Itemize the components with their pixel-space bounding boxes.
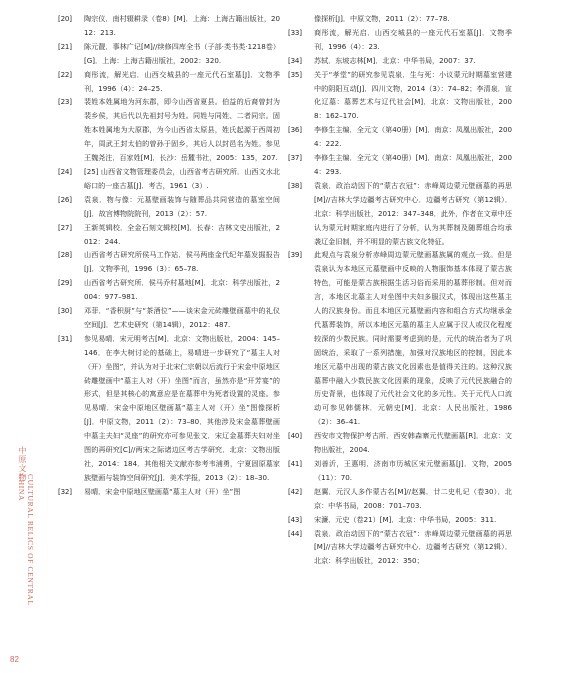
reference-entry [288,485,512,513]
reference-entry [288,26,512,54]
reference-text: 王新英辑校．全金石刻文辑校[M]．长春：吉林文史出版社，2012：244. [84,222,280,246]
reference-text: [25] 山西省文物管理委员会，山西省考古研究所．山西文水北峪口的一座古墓[J]．考古，1961（3）. [84,166,280,190]
reference-number: [39] [288,250,302,260]
reference-text: 袁泉．政治动因下的“蒙古衣冠”：赤峰周边蒙元壁画墓的再思[M]//吉林大学边疆考古研究中心．边疆考古研究（第12辑）．北京：科学出版社，2012：347–348．此外，作者在文章中还认为蒙元时期家庭内进行了分析，认为其葬制及随葬组合均承袭辽金旧制，并不明显的蒙古族文化特征。 [314,180,512,246]
reference-entry [288,123,512,151]
reference-text: 商彤流，解光启．山西交城县的一座元代石室墓[J]．文物季刊，1996（4）：24–25. [84,69,280,93]
reference-number: [44] [288,528,302,538]
reference-text: 西安市文物保护考古所．西安韩森寨元代壁画墓[R]．北京：文物出版社，2004. [314,431,512,455]
reference-number: [27] [58,222,72,232]
references-right-column [288,12,512,568]
reference-number: [28] [58,250,72,260]
reference-text: 袁泉．物与像：元墓壁画装饰与随葬品共同营造的墓室空间[J]．故宫博物院院刊，2013（2）：57. [84,194,280,218]
reference-entry [58,221,280,249]
page-number: 82 [10,655,19,664]
reference-entry [288,151,512,179]
reference-text: 陈元靓．事林广记[M]//续修四库全书（子部·类书类·1218卷）[G]．上海：上海古籍出版社，2002：320. [84,41,280,65]
reference-text: 此观点与袁泉分析赤峰周边蒙元壁画墓族属的观点一致。但是袁泉认为本地区元墓壁画中反映的人物服饰基本体现了蒙古族特色，可能是蒙古族根据生活习俗而采用的墓葬形制。但对而言，本地区北墓主人对坐图中夫妇多服汉式，体现出这些墓主人的汉族身份。而且本地区元墓壁画内容和组合方式均继承金代墓葬装饰，所以本地区元墓的墓主人应属于汉人或汉化程度较深的少数民族。同时需要考虑到的是，元代的统治者为了巩固统治，采取了一系列措施，加强对汉族地区的控制，因此本地区元墓中出现的蒙古族文化因素也是值得关注的。这种汉族墓葬中融入少数民族文化因素的现象，反映了元代民族融合的历史背景，也体现了元代社会文化的多元性。关于元代人口流动可参见韩儒林．元朝史[M]．北京：人民出版社，1986（2）：36–41. [314,250,512,427]
reference-text: 山西省考古研究所．侯马乔村墓地[M]．北京：科学出版社，2004：977–981. [84,278,280,302]
reference-text: 刘善沂，王惠明．济南市历城区宋元壁画墓[J]．文物，2005（11）：70. [314,459,512,482]
reference-number: [29] [58,278,72,288]
reference-number: [43] [288,514,302,524]
reference-entry [288,12,512,26]
reference-entry [288,513,512,527]
reference-text: 赵翼．元汉人多作蒙古名[M]//赵翼．廿二史札记（卷30）．北京：中华书局，2008：701–703. [314,486,512,510]
reference-text: 邓菲．“香积厨”与“茶酒位”——谈宋金元砖雕壁画墓中的礼仪空间[J]．艺术史研究（第14辑），2012：487. [84,306,280,329]
reference-number: [36] [288,125,302,135]
journal-name-cn: 中原文物 [18,446,27,482]
reference-entry [58,304,280,332]
reference-number: [26] [58,194,72,204]
reference-number: [35] [288,69,302,79]
reference-text: 李修生主编．全元文（第40册）[M]．南京：凤凰出版社，2004：222. [314,125,512,149]
reference-text: 宋濂．元史（卷21）[M]．北京：中华书局，2005：311. [314,514,497,524]
reference-text: 商彤流，解光启．山西交城县的一座元代石室墓[J]．文物季刊，1996（4）：23. [314,27,512,51]
reference-entry [58,95,280,165]
reference-entry [58,248,280,276]
reference-entry [288,68,512,124]
reference-number: [22] [58,69,72,79]
reference-number: [24] [58,166,72,176]
reference-entry [288,54,512,68]
reference-text: 裴姓本姓属地为河东郡，即今山西省夏县。伯益的后裔曾封为裴乡侯，其后代以先祖封号为姓。同姓与同姓、二者同宗。固姓本姓属地为大原郡，为今山西省太原县，姓氏起源于西周初年，周武王封太伯的曾孙于固乡，其后人以封邑名为姓。参见王魏尧注．百家姓[M]．长沙：岳麓书社，2005：135，207. [84,97,280,163]
reference-number: [34] [288,55,302,65]
reference-number: [23] [58,97,72,107]
reference-number: [31] [58,333,72,343]
reference-number: [20] [58,14,72,23]
reference-text: 像探析[J]．中原文物，2011（2）：77–78. [314,14,450,23]
reference-entry [58,193,280,221]
reference-entry [58,276,280,304]
reference-text: 易晴．宋金中原地区壁画墓“墓主人对（开）坐”图 [84,486,241,496]
reference-text: 苏轼．东坡志林[M]．北京：中华书局，2007：37. [314,55,476,65]
reference-text: 袁泉．政治动因下的“蒙古衣冠”：赤峰周边蒙元壁画墓的再思[M]//吉林大学边疆考古研究中心．边疆考古研究（第12辑）．北京：科学出版社，2012：350； [314,528,512,566]
reference-number: [40] [288,431,302,441]
reference-entry [288,429,512,457]
reference-entry [58,68,280,96]
reference-number: [32] [58,486,72,496]
reference-entry [288,527,512,569]
reference-number: [41] [288,459,302,468]
reference-number: [21] [58,41,72,51]
reference-number: [33] [288,27,302,37]
reference-entry [288,248,512,429]
reference-entry [288,179,512,249]
reference-entry [58,332,280,485]
reference-entry [58,165,280,193]
reference-number: [42] [288,486,302,496]
reference-entry [288,457,512,485]
reference-number: [37] [288,153,302,163]
reference-entry [58,12,280,40]
reference-text: 山西省考古研究所侯马工作站．侯马两座金代纪年墓发掘报告[J]．文物季刊，1996（3）：65–78. [84,250,280,274]
reference-text: 陶宗仪．南村辍耕录（卷8）[M]．上海：上海古籍出版社，2012：213. [84,14,280,37]
reference-number: [38] [288,180,302,190]
journal-sidebar [6,446,36,606]
references-left-column [58,12,280,499]
reference-number: [30] [58,306,72,316]
reference-text: 李修生主编．全元文（第40册）[M]．南京：凤凰出版社，2004：293. [314,153,512,176]
reference-text: 参见易晴．宋元明考古[M]．北京：文物出版社，2004：145–146．在李大树讨论的基础上，易晴进一步研究了“墓主人对（开）坐图”，并认为对于北宋仁宗朝以后流行于宋金中原地区砖雕壁画中“墓主人对（开）坐图”而言，虽然亦是“开芳宴”的形式，但是其核心的寓意应是在墓葬中为死者设置的灵座。参见易晴．宋金中原地区壁画墓“墓主人对（开）坐”图像探析[J]．中原文物，2011（2）：73–80．其他涉及宋金墓葬壁画中墓主夫妇“灵座”的研究亦可参见张文．宋辽金墓葬夫妇对坐图的再研究[C]//两宋之际诸边区考古学研究．北京：文物出版社，2014：184．其他相关文献亦参考韦浦勇，宁夏固原墓家族壁画与装饰空间研究[J]．美术学报，2013（2）：18–30. [84,333,280,482]
reference-entry [58,40,280,68]
reference-entry [58,485,280,499]
reference-text: 关于“孝堂”的研究参见袁泉．生与死：小议蒙元时期墓室营建中的阴阳互动[J]．四川文物，2014（3）：74–82；李清泉．宣化辽墓：墓葬艺术与辽代社会[M]．北京：文物出版社，2008：162–170. [314,69,512,121]
journal-name-en: CULTURAL RELICS OF CENTRAL CHINA [17,474,35,606]
